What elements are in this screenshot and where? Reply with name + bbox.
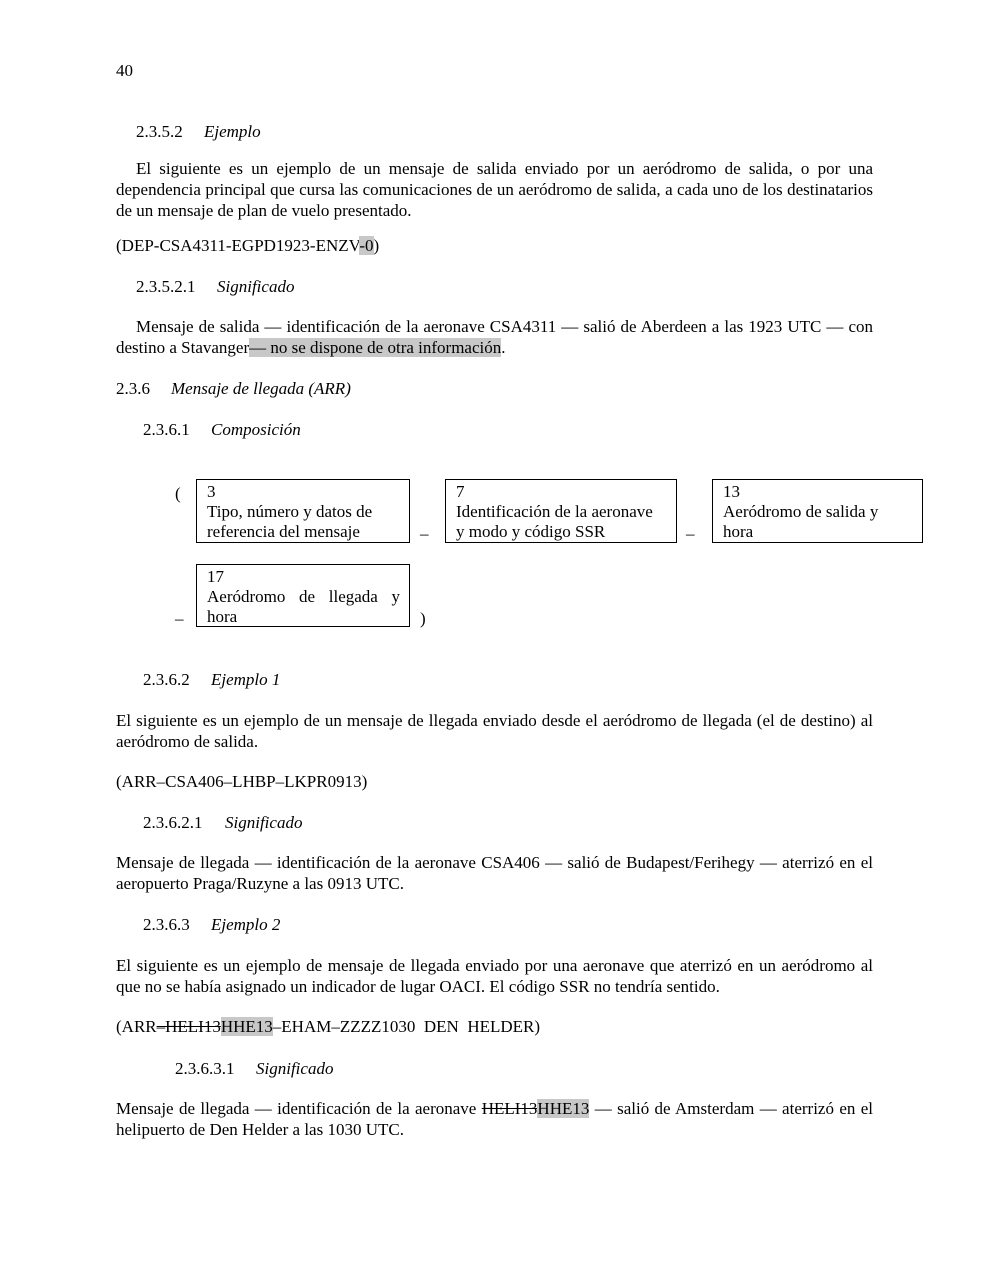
field-number: 7: [456, 482, 465, 501]
field-label-line: hora: [207, 607, 238, 626]
code-text: (ARR: [116, 1017, 157, 1036]
section-title: Significado: [256, 1059, 334, 1078]
section-number: 2.3.5.2.1: [136, 277, 196, 296]
section-number: 2.3.6.3.1: [175, 1059, 235, 1078]
paragraph-text-end: .: [501, 338, 506, 357]
dash-separator: –: [420, 524, 429, 543]
code-text-end: –EHAM–ZZZZ1030 DEN HELDER): [272, 1017, 541, 1036]
field-number: 3: [207, 482, 216, 501]
field-label-line: Identificación de la aeronave: [456, 502, 653, 521]
section-number: 2.3.6.3: [143, 915, 190, 934]
paragraph-text: Mensaje de llegada — identificación de la aeronave: [116, 1099, 482, 1118]
field-label-line: Aeródromo de salida y: [723, 502, 879, 521]
code-highlight: -0: [359, 236, 374, 255]
page-number: 40: [116, 61, 133, 80]
section-title: Significado: [225, 813, 303, 832]
paragraph-departure-meaning: [116, 316, 873, 358]
dash-separator: –: [686, 524, 695, 543]
code-arr-message-2: [116, 1016, 540, 1037]
section-number: 2.3.6.2.1: [143, 813, 203, 832]
field-label-line: Aeródromo de llegada y: [207, 587, 400, 606]
close-parenthesis: ): [420, 609, 426, 628]
section-number: 2.3.6.1: [143, 420, 190, 439]
field-number: 13: [723, 482, 740, 501]
section-number: 2.3.5.2: [136, 122, 183, 141]
section-heading-2-3-6-3-1: [175, 1058, 333, 1079]
section-heading-2-3-6: [116, 378, 351, 399]
section-number: 2.3.6: [116, 379, 150, 398]
section-heading-2-3-5-2-1: [136, 276, 294, 297]
field-box-17: [196, 564, 410, 627]
open-parenthesis: (: [175, 484, 181, 503]
paragraph-arrival-meaning-1: Mensaje de llegada — identificación de la aeronave CSA406 — salió de Budapest/Ferihegy — aterrizó en el aeropuerto Praga/Ruzyne a las 0913 UTC.: [116, 853, 873, 893]
field-box-7: [445, 479, 677, 543]
paragraph-highlight: HHE13: [537, 1099, 590, 1118]
code-dep-message: [116, 235, 379, 256]
section-title: Ejemplo 1: [211, 670, 281, 689]
field-box-3: [196, 479, 410, 543]
code-strikethrough: –HELI13: [156, 1017, 221, 1036]
section-title: Significado: [217, 277, 295, 296]
section-title: Ejemplo 2: [211, 915, 281, 934]
field-box-13: [712, 479, 923, 543]
paragraph-arrival-meaning-2: [116, 1098, 873, 1140]
paragraph-departure-example: El siguiente es un ejemplo de un mensaje de salida enviado por un aeródromo de salida, o por una dependencia principal que cursa las comunicaciones de un aeródromo de salida, a cada uno de los destinatarios de un mensaje de plan de vuelo presentado.: [116, 159, 873, 220]
field-label-line: referencia del mensaje: [207, 522, 360, 541]
section-heading-2-3-6-3: [143, 914, 280, 935]
code-arr-message-1: (ARR–CSA406–LHBP–LKPR0913): [116, 772, 368, 791]
field-label-line: y modo y código SSR: [456, 522, 606, 541]
field-label-line: Tipo, número y datos de: [207, 502, 373, 521]
section-title: Ejemplo: [204, 122, 261, 141]
section-number: 2.3.6.2: [143, 670, 190, 689]
paragraph-text-end: — salió de Amsterdam — aterrizó en el helipuerto de Den Helder a las 1030 UTC.: [116, 1099, 873, 1139]
section-heading-2-3-5-2: [136, 121, 261, 142]
section-title: Composición: [211, 420, 301, 439]
paragraph-arrival-example-2: El siguiente es un ejemplo de mensaje de llegada enviado por una aeronave que aterrizó en un aeródromo al que no se había asignado un indicador de lugar OACI. El código SSR no tendría sentido.: [116, 956, 873, 996]
paragraph-arrival-example-1: El siguiente es un ejemplo de un mensaje de llegada enviado desde el aeródromo de llegada (el de destino) al aeródromo de salida.: [116, 711, 873, 751]
paragraph-strikethrough: HELI13: [481, 1099, 538, 1118]
field-number: 17: [207, 567, 224, 586]
section-heading-2-3-6-1: [143, 419, 301, 440]
section-heading-2-3-6-2-1: [143, 812, 302, 833]
code-text: (DEP-CSA4311-EGPD1923-ENZV: [116, 236, 360, 255]
section-title: Mensaje de llegada (ARR): [171, 379, 351, 398]
field-label-line: hora: [723, 522, 754, 541]
section-heading-2-3-6-2: [143, 669, 280, 690]
code-text-end: ): [373, 236, 380, 255]
paragraph-highlight: — no se dispone de otra información: [249, 338, 502, 357]
paragraph-text: Mensaje de salida — identificación de la aeronave CSA4311 — salió de Aberdeen a las 1923 UTC — con destino a Stavanger: [116, 317, 873, 357]
code-highlight: HHE13: [220, 1017, 273, 1036]
dash-separator: –: [175, 609, 184, 628]
